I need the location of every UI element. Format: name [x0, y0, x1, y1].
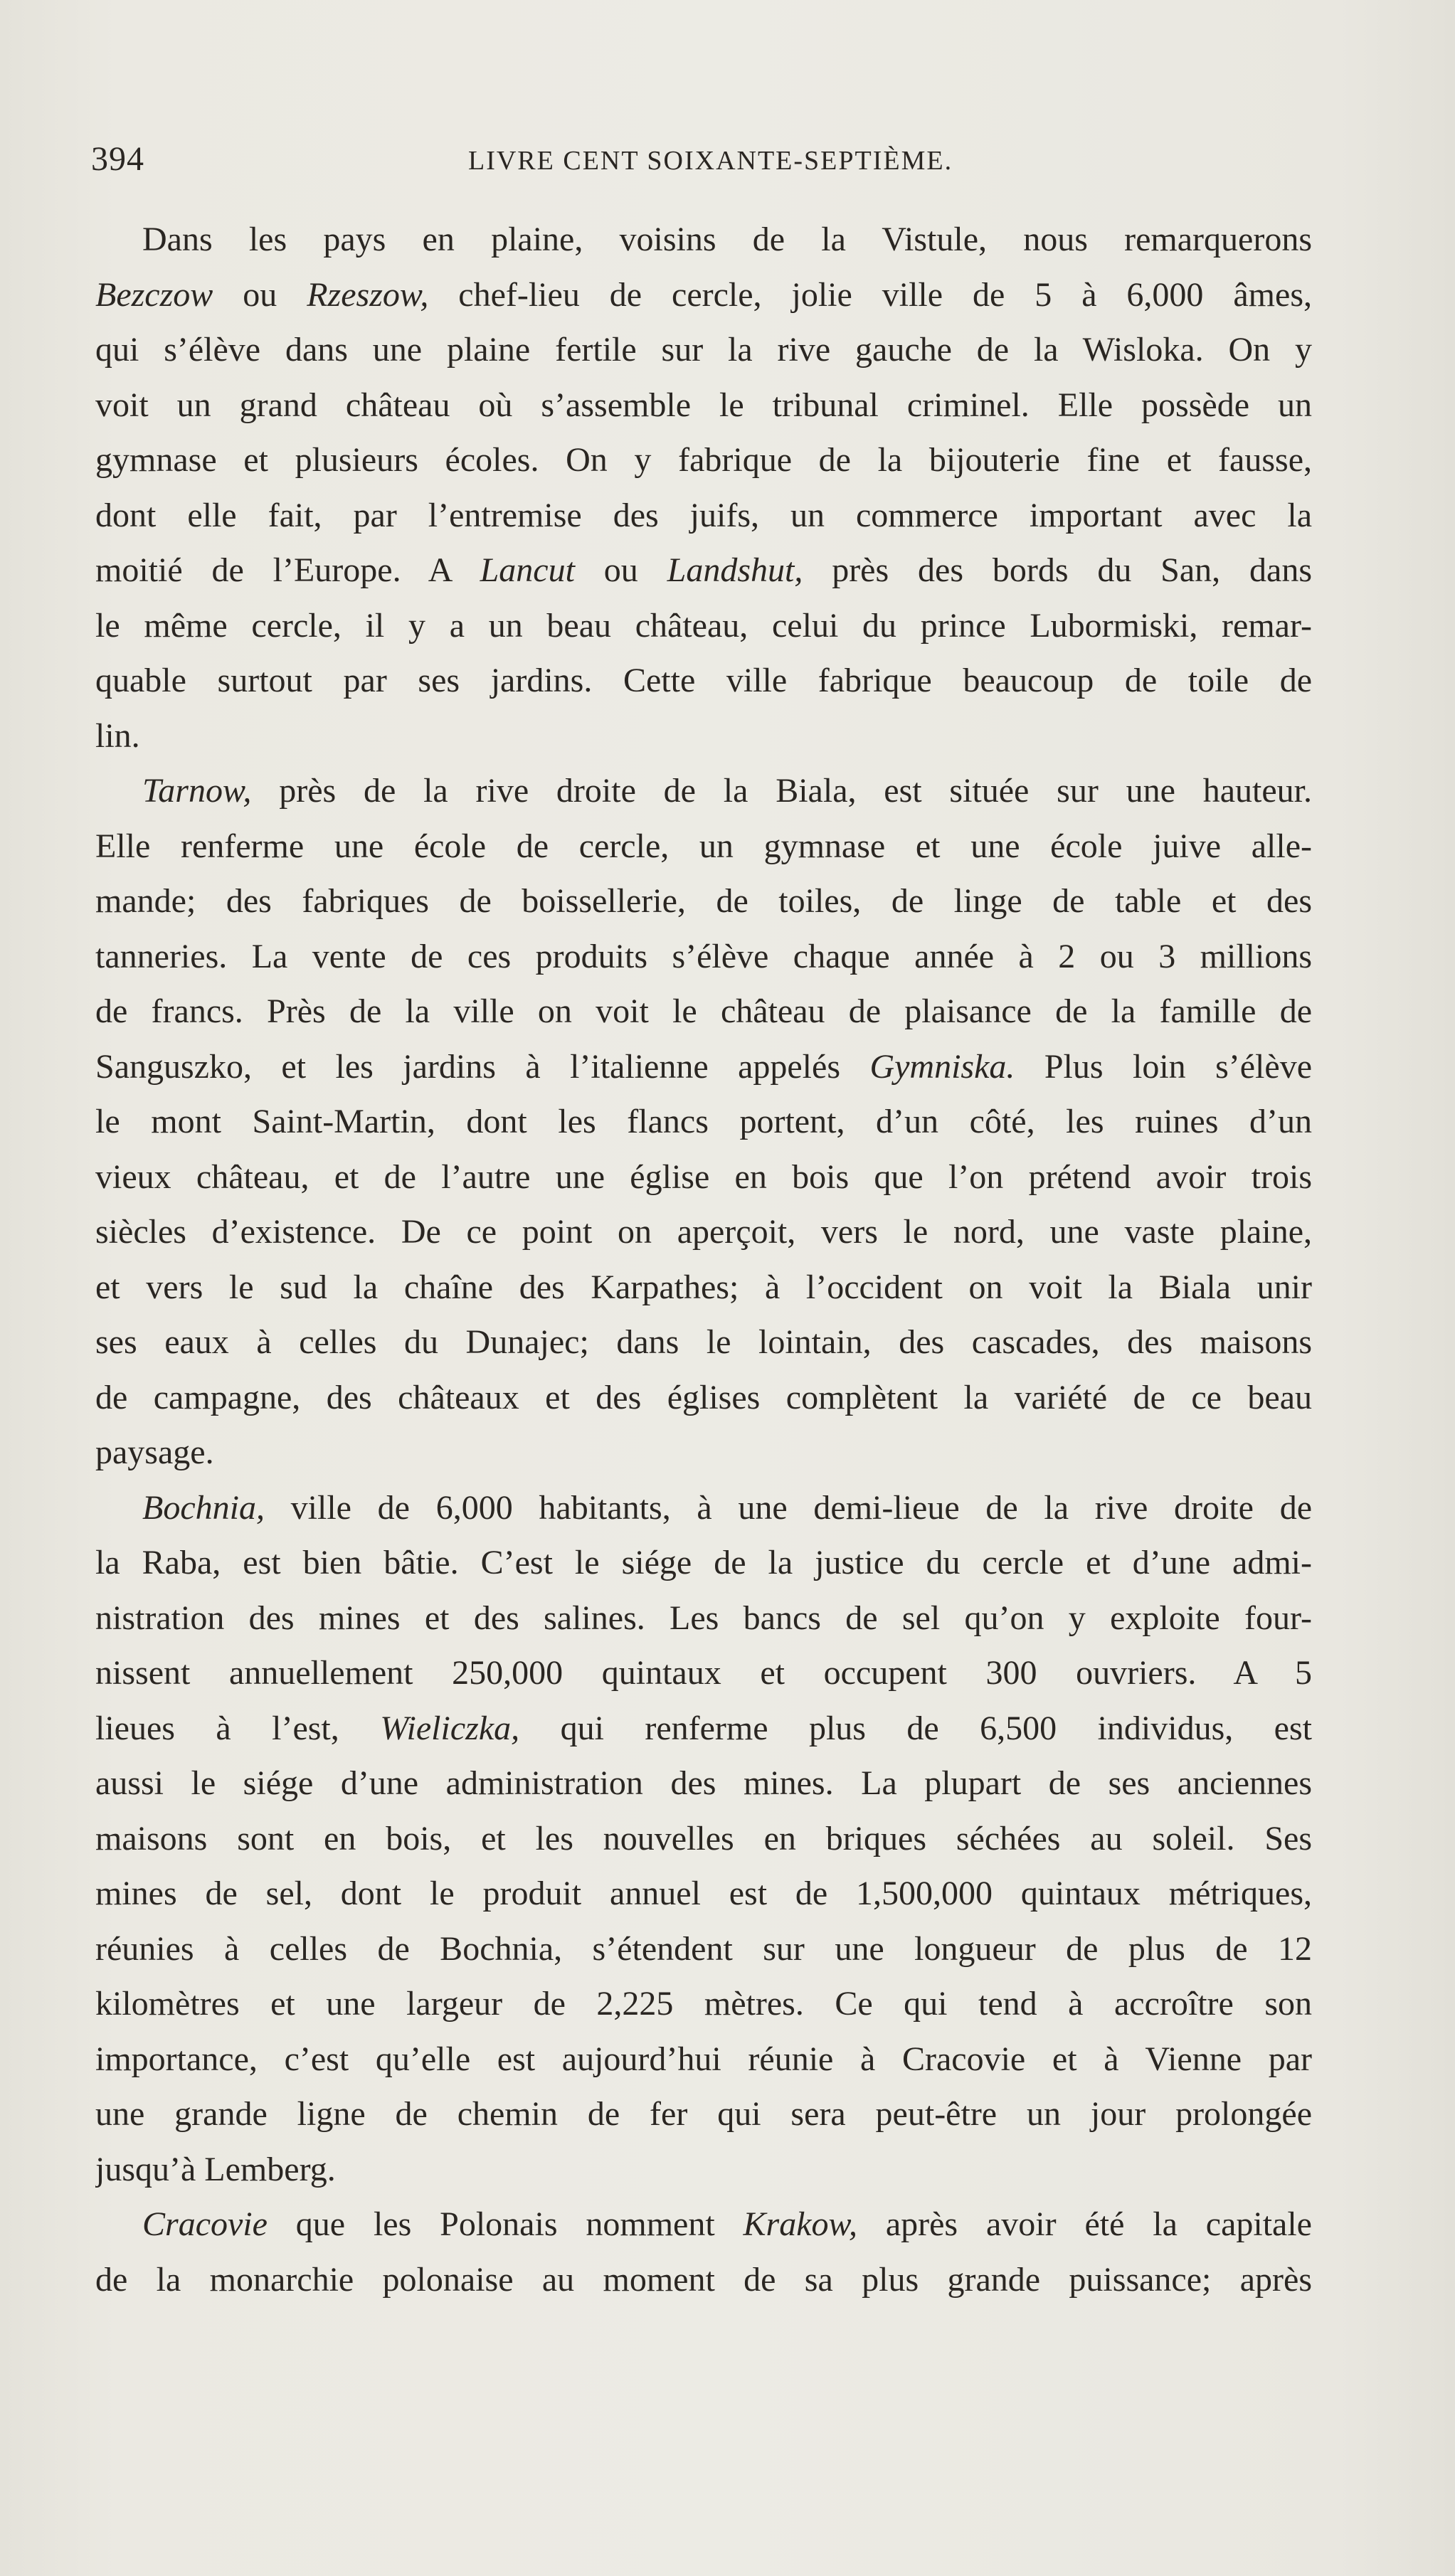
text-line: gymnase et plusieurs écoles. On y fabrique de la bijouterie fine et fausse, [95, 441, 1312, 479]
text-line: importance, c’est qu’elle est aujourd’hui réunie à Cracovie et à Vienne par [95, 2040, 1312, 2078]
text-line: tanneries. La vente de ces produits s’élève chaque année à 2 ou 3 millions [95, 937, 1312, 975]
text-line: réunies à celles de Bochnia, s’étendent sur une longueur de plus de 12 [95, 1929, 1312, 1968]
text-line: quable surtout par ses jardins. Cette ville fabrique beaucoup de toile de [95, 662, 1312, 699]
text-line: et vers le sud la chaîne des Karpathes; à l’occident on voit la Biala unir [95, 1268, 1312, 1306]
text-line: qui s’élève dans une plaine fertile sur la rive gauche de la Wisloka. On y [95, 331, 1312, 369]
body-text [95, 212, 1312, 2307]
text-line: kilomètres et une largeur de 2,225 mètres. Ce qui tend à accroître son [95, 1985, 1312, 2023]
text-line: Elle renferme une école de cercle, un gymnase et une école juive alle- [95, 827, 1312, 865]
text-line: aussi le siége d’une administration des mines. La plupart de ses anciennes [95, 1764, 1312, 1802]
text-line: de la monarchie polonaise au moment de sa plus grande puissance; après [95, 2260, 1312, 2299]
text-line: une grande ligne de chemin de fer qui sera peut-être un jour prolongée [95, 2095, 1312, 2133]
text-line: Dans les pays en plaine, voisins de la Vistule, nous remarquerons [142, 221, 1312, 258]
text-line: paysage. [95, 1433, 214, 1471]
text-line: le même cercle, il y a un beau château, celui du prince Lubormiski, remar- [95, 606, 1312, 645]
text-line: siècles d’existence. De ce point on aperçoit, vers le nord, une vaste plaine, [95, 1213, 1312, 1251]
text-line: voit un grand château où s’assemble le tribunal criminel. Elle possède un [95, 386, 1312, 424]
text-line: le mont Saint-Martin, dont les flancs portent, d’un côté, les ruines d’un [95, 1103, 1312, 1140]
text-line: Tarnow, près de la rive droite de la Biala, est située sur une hauteur. [142, 772, 1312, 810]
text-line: maisons sont en bois, et les nouvelles en briques séchées au soleil. Ses [95, 1819, 1312, 1857]
text-line: ses eaux à celles du Dunajec; dans le lointain, des cascades, des maisons [95, 1323, 1312, 1361]
text-line: la Raba, est bien bâtie. C’est le siége de la justice du cercle et d’une admi- [95, 1544, 1312, 1581]
running-title: LIVRE CENT SOIXANTE-SEPTIÈME. [468, 146, 953, 176]
text-line: Cracovie que les Polonais nomment Krakow, après avoir été la capitale [142, 2205, 1312, 2243]
text-line: dont elle fait, par l’entremise des juifs, un commerce important avec la [95, 496, 1312, 534]
text-line: mines de sel, dont le produit annuel est de 1,500,000 quintaux métriques, [95, 1875, 1312, 1912]
text-line: nissent annuellement 250,000 quintaux et occupent 300 ouvriers. A 5 [95, 1654, 1312, 1692]
text-line: mande; des fabriques de boissellerie, de toiles, de linge de table et des [95, 882, 1312, 920]
text-line: Bochnia, ville de 6,000 habitants, à une demi-lieue de la rive droite de [142, 1488, 1312, 1527]
text-line: lieues à l’est, Wieliczka, qui renferme plus de 6,500 individus, est [95, 1709, 1312, 1747]
text-line: de francs. Près de la ville on voit le château de plaisance de la famille de [95, 992, 1312, 1030]
text-line: de campagne, des châteaux et des églises complètent la variété de ce beau [95, 1378, 1312, 1416]
text-line: vieux château, et de l’autre une église en bois que l’on prétend avoir trois [95, 1157, 1312, 1196]
text-line: Sanguszko, et les jardins à l’italienne appelés Gymniska. Plus loin s’élève [95, 1047, 1312, 1086]
text-line: Bezczow ou Rzeszow, chef-lieu de cercle, jolie ville de 5 à 6,000 âmes, [95, 275, 1312, 314]
text-line: nistration des mines et des salines. Les bancs de sel qu’on y exploite four- [95, 1599, 1312, 1637]
text-line: jusqu’à Lemberg. [95, 2150, 336, 2188]
text-line: moitié de l’Europe. A Lancut ou Landshut, près des bords du San, dans [95, 551, 1312, 589]
page-header [91, 139, 1311, 182]
text-line: lin. [95, 716, 140, 755]
page-number: 394 [91, 140, 144, 178]
